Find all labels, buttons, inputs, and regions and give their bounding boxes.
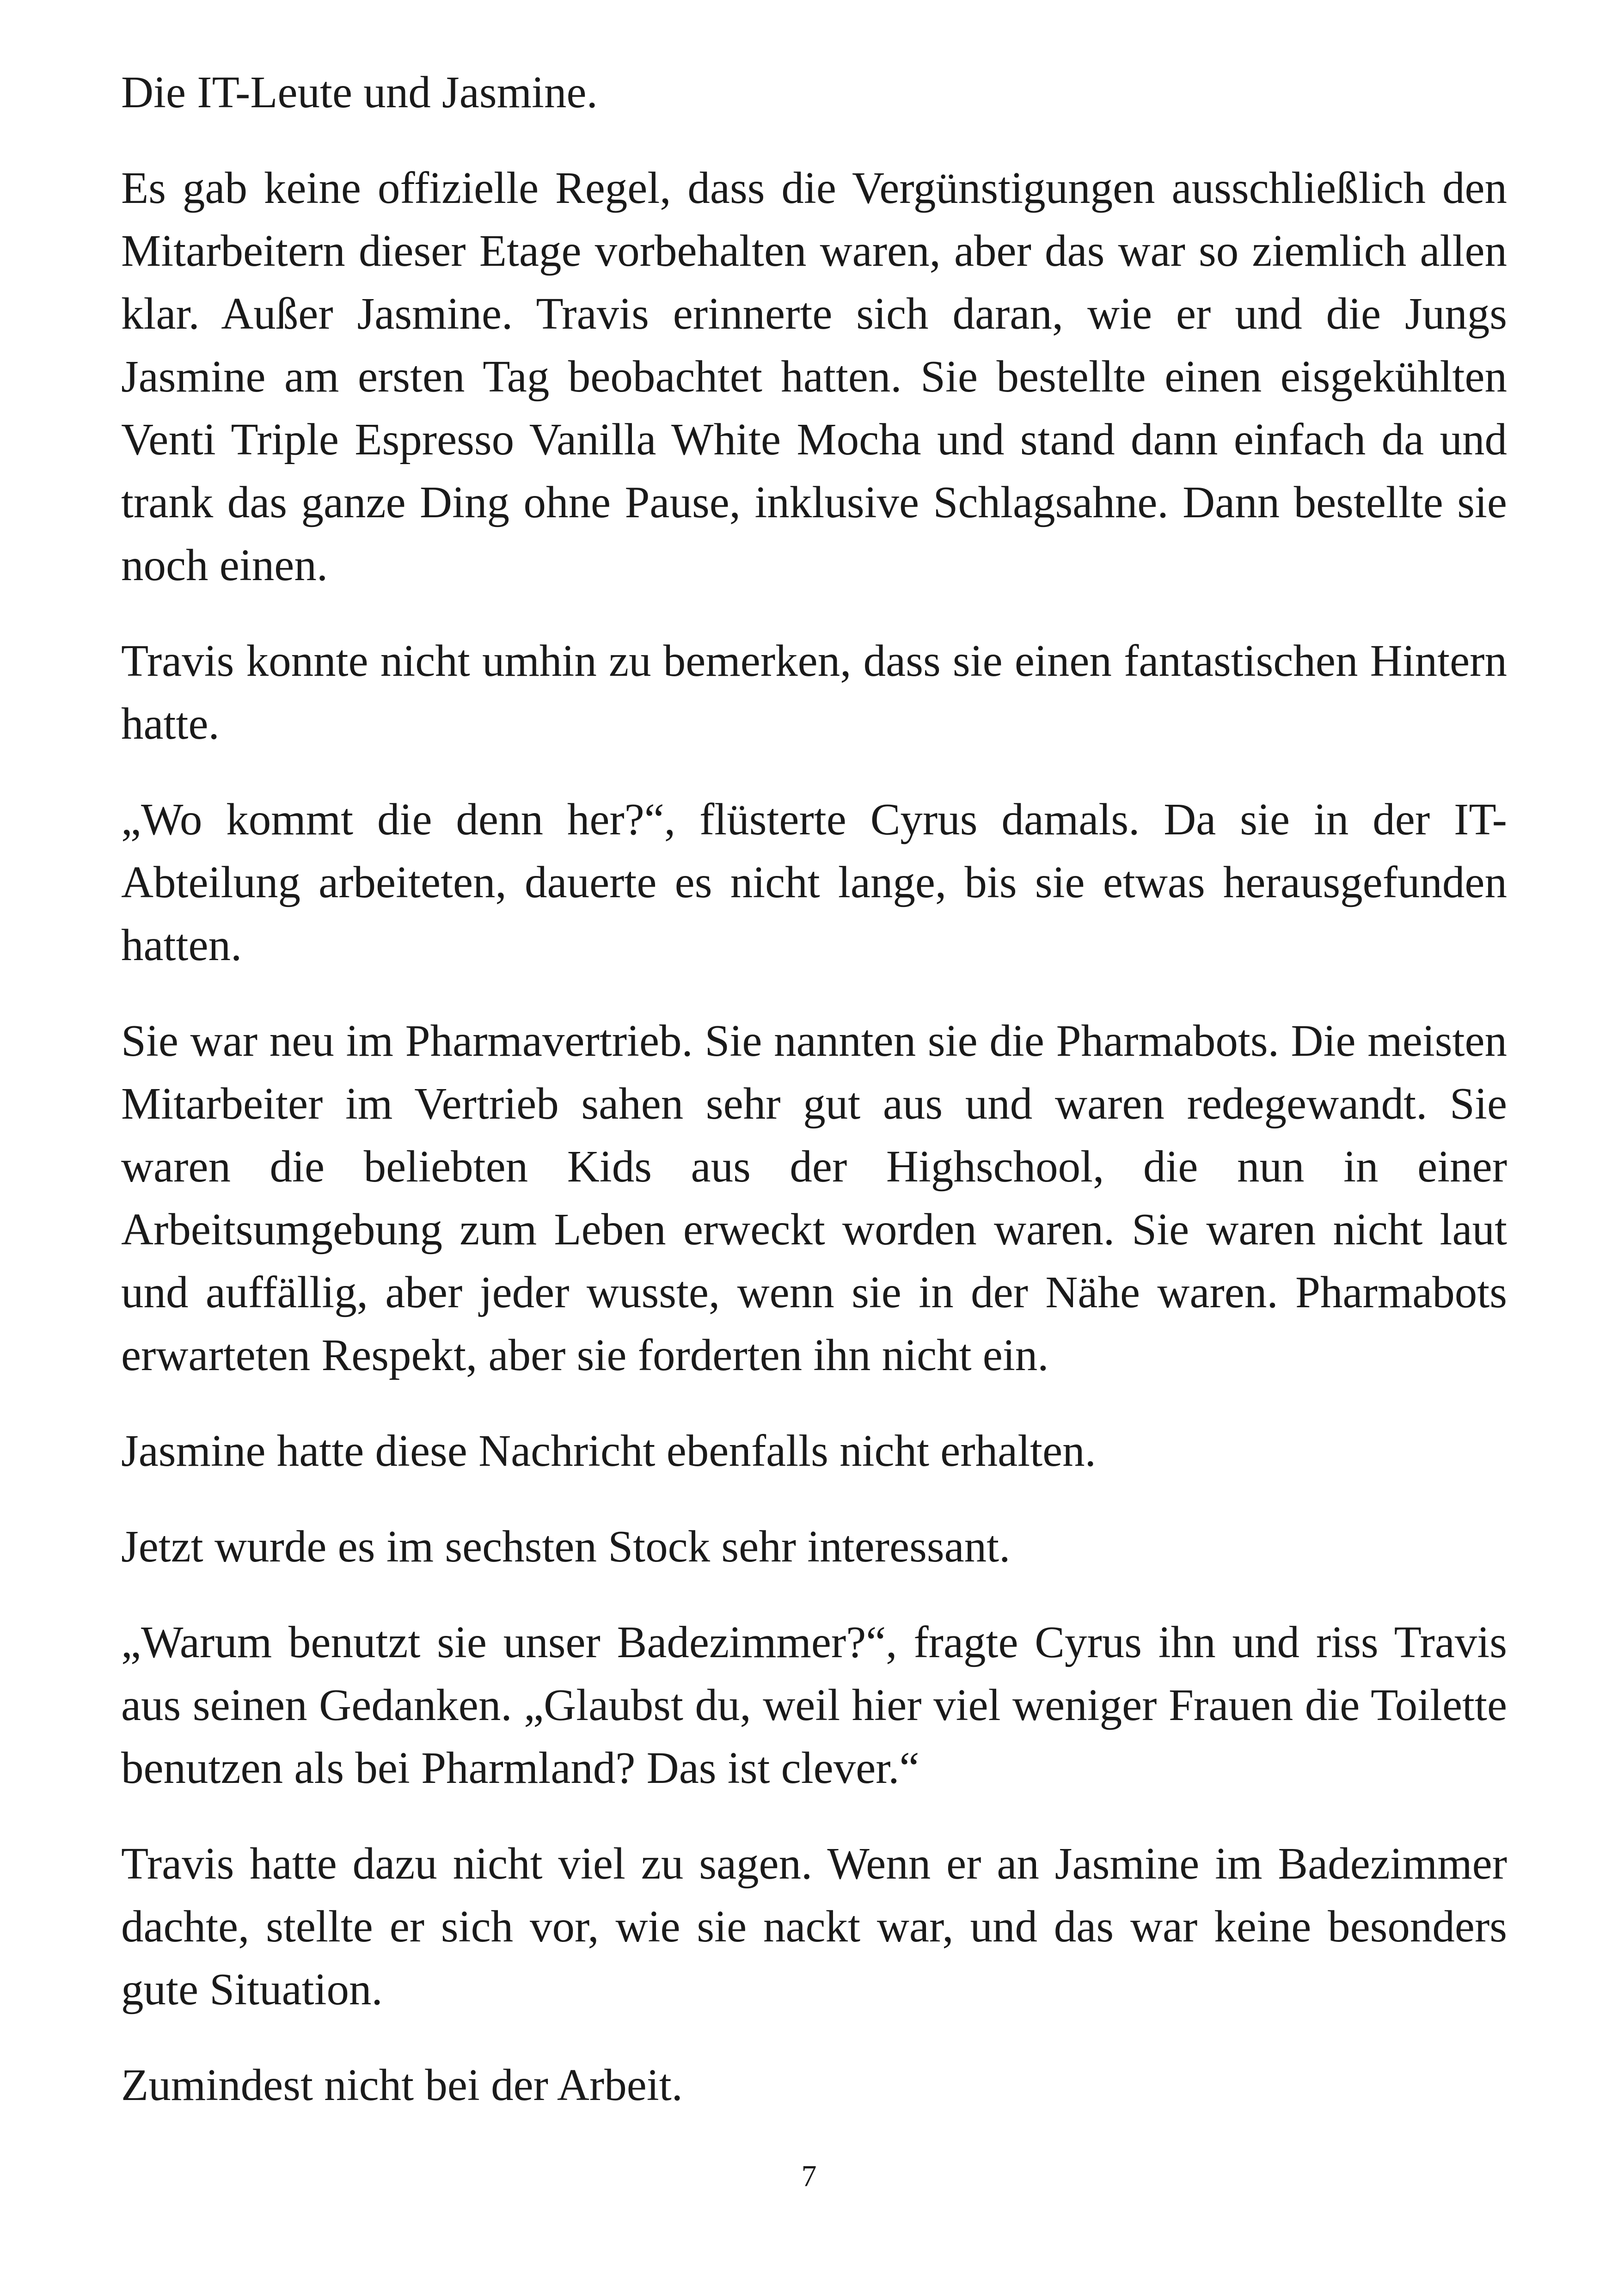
paragraph-7: Jetzt wurde es im sechsten Stock sehr interessant. bbox=[121, 1522, 1011, 1571]
paragraph-1: Die IT-Leute und Jasmine. bbox=[121, 67, 598, 117]
paragraph-2: Es gab keine offizielle Regel, dass die Vergünstigungen ausschließlich den Mitarbeitern dieser Etage vorbehalten waren, aber das war so ziemlich allen klar. Außer Jasmine. Travis erinnerte sich daran, wie er und die Jungs Jasmine am ersten Tag beobachtet hatten. Sie bestellte einen eisgekühlten Venti Triple Espresso Vanilla White Mocha und stand dann einfach da und trank das ganze Ding ohne Pause, inklusive Schlagsahne. Dann bestellte sie noch einen. bbox=[121, 163, 1507, 590]
page-number: 7 bbox=[801, 2159, 817, 2193]
paragraph-10: Zumindest nicht bei der Arbeit. bbox=[121, 2060, 683, 2110]
body-text bbox=[121, 61, 1507, 2117]
paragraph-6: Jasmine hatte diese Nachricht ebenfalls nicht erhalten. bbox=[121, 1426, 1096, 1476]
paragraph-5: Sie war neu im Pharmavertrieb. Sie nannten sie die Pharmabots. Die meisten Mitarbeiter im Vertrieb sahen sehr gut aus und waren redegewandt. Sie waren die beliebten Kids aus der Highschool, die nun in einer Arbeitsumgebung zum Leben erweckt worden waren. Sie waren nicht laut und auffällig, aber jeder wusste, wenn sie in der Nähe waren. Pharmabots erwarteten Respekt, aber sie forderten ihn nicht ein. bbox=[121, 1016, 1507, 1380]
paragraph-3: Travis konnte nicht umhin zu bemerken, dass sie einen fantastischen Hintern hatte. bbox=[121, 636, 1507, 748]
paragraph-4: „Wo kommt die denn her?“, flüsterte Cyrus damals. Da sie in der IT-Abteilung arbeiteten, dauerte es nicht lange, bis sie etwas herausgefunden hatten. bbox=[121, 795, 1507, 970]
paragraph-9: Travis hatte dazu nicht viel zu sagen. Wenn er an Jasmine im Badezimmer dachte, stellte er sich vor, wie sie nackt war, und das war keine besonders gute Situation. bbox=[121, 1839, 1507, 2014]
paragraph-8: „Warum benutzt sie unser Badezimmer?“, fragte Cyrus ihn und riss Travis aus seinen Gedanken. „Glaubst du, weil hier viel weniger Frauen die Toilette benutzen als bei Pharmland? Das ist clever.“ bbox=[121, 1617, 1507, 1793]
